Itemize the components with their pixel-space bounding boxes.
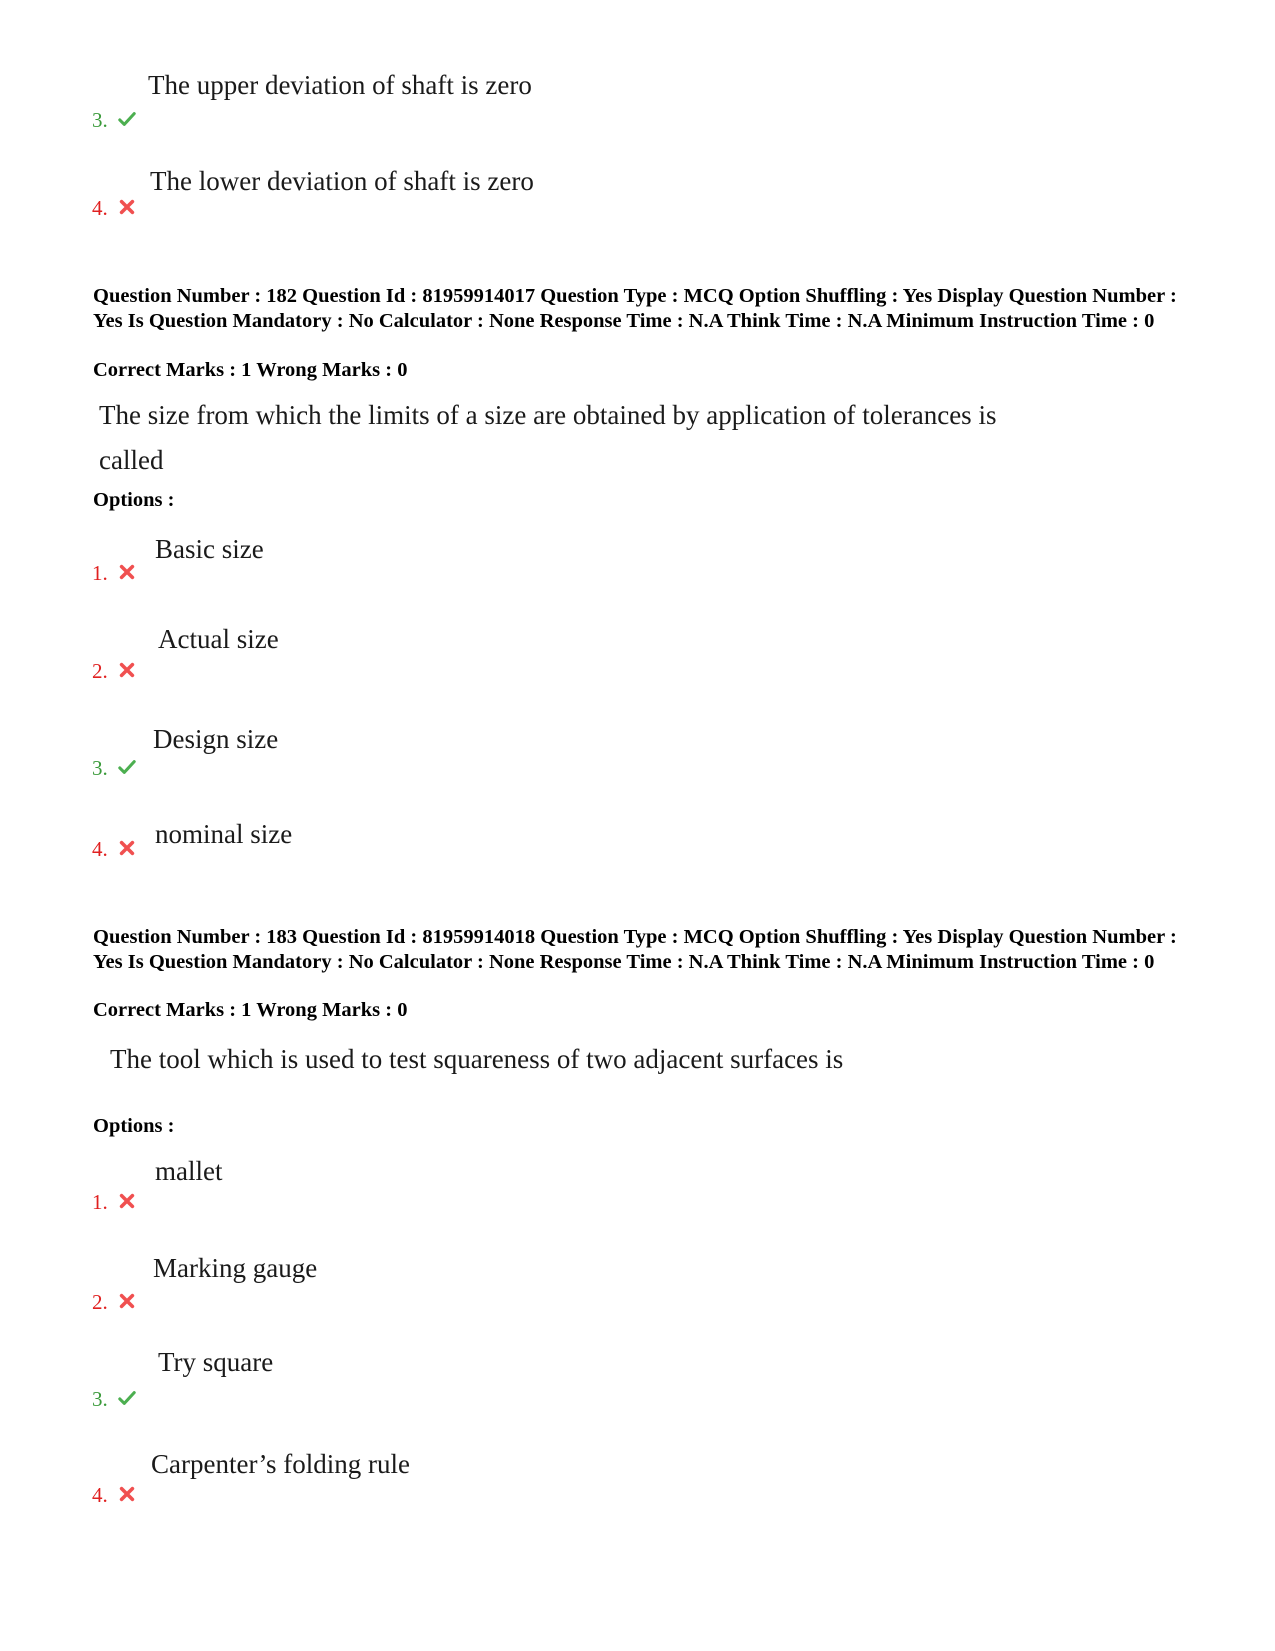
- option-text: Carpenter’s folding rule: [151, 1449, 410, 1479]
- option-text: Design size: [153, 724, 279, 754]
- cross-icon: [118, 1485, 136, 1503]
- option-text: Marking gauge: [153, 1253, 318, 1283]
- question-text: The tool which is used to test squareness of two adjacent surfaces is: [110, 1044, 844, 1074]
- option-number: 3.: [92, 108, 136, 133]
- option-text: The upper deviation of shaft is zero: [148, 70, 532, 100]
- question-text: The size from which the limits of a size are obtained by application of tolerances is: [99, 400, 997, 430]
- cross-icon: [118, 198, 136, 216]
- question-marks: Correct Marks : 1 Wrong Marks : 0: [93, 359, 408, 381]
- check-icon: [118, 1389, 136, 1407]
- option-text: mallet: [155, 1156, 223, 1186]
- check-icon: [118, 758, 136, 776]
- option-number: 1.: [92, 1190, 136, 1215]
- options-label: Options :: [93, 1115, 175, 1137]
- option-number: 4.: [92, 1483, 136, 1508]
- option-number: 3.: [92, 1387, 136, 1412]
- option-text: Try square: [158, 1347, 274, 1377]
- option-text: Basic size: [155, 534, 264, 564]
- cross-icon: [118, 1192, 136, 1210]
- options-label: Options :: [93, 489, 175, 511]
- cross-icon: [118, 563, 136, 581]
- option-text: nominal size: [155, 819, 293, 849]
- question-meta: Question Number : 183 Question Id : 81959914018 Question Type : MCQ Option Shuffling : Yes Display Question Number : Yes Is Question Mandatory : No Calculator : None Response Time : N.A Think Time : N.A Minimum Instruction Time : 0: [93, 926, 1177, 973]
- question-marks: Correct Marks : 1 Wrong Marks : 0: [93, 999, 408, 1021]
- option-number: 3.: [92, 756, 136, 781]
- option-number: 2.: [92, 659, 136, 684]
- cross-icon: [118, 839, 136, 857]
- cross-icon: [118, 1292, 136, 1310]
- cross-icon: [118, 661, 136, 679]
- option-number: 4.: [92, 837, 136, 862]
- option-text: Actual size: [158, 624, 279, 654]
- question-text: called: [99, 445, 164, 475]
- option-number: 4.: [92, 196, 136, 221]
- option-number: 2.: [92, 1290, 136, 1315]
- check-icon: [118, 110, 136, 128]
- question-meta: Question Number : 182 Question Id : 81959914017 Question Type : MCQ Option Shuffling : Yes Display Question Number : Yes Is Question Mandatory : No Calculator : None Response Time : N.A Think Time : N.A Minimum Instruction Time : 0: [93, 285, 1177, 332]
- option-text: The lower deviation of shaft is zero: [150, 166, 534, 196]
- option-number: 1.: [92, 561, 136, 586]
